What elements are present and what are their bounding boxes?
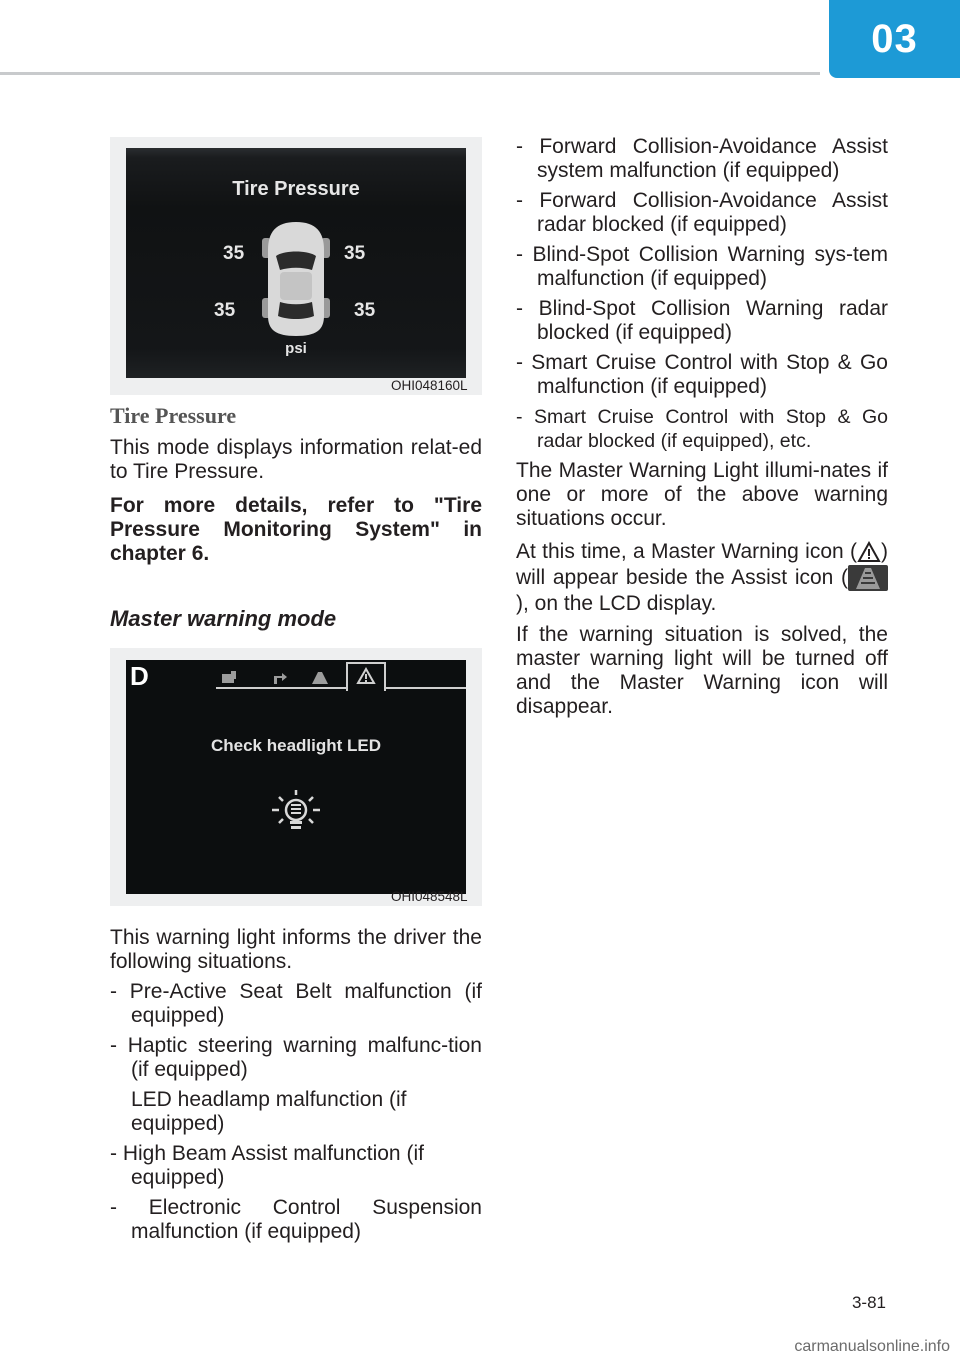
right-column bbox=[516, 135, 888, 719]
icon-text-part-a: At this time, a Master Warning icon ( bbox=[516, 540, 857, 563]
master-warning-icon-text bbox=[516, 539, 888, 617]
figure-code-2: OHI048548L bbox=[391, 889, 468, 904]
master-warning-light-text: The Master Warning Light illumi-nates if one or more of the above warning situations occur. bbox=[516, 459, 888, 530]
car-top-view-icon bbox=[260, 220, 332, 338]
list-item: - Smart Cruise Control with Stop & Go radar blocked (if equipped), etc. bbox=[516, 406, 888, 452]
tire-rear-right: 35 bbox=[354, 300, 376, 321]
left-column bbox=[110, 404, 482, 631]
icon-text-part-b: ) will appear beside the Assist icon ( bbox=[516, 540, 888, 589]
left-column-lower bbox=[110, 926, 482, 1244]
figure-code-1: OHI048160L bbox=[391, 378, 468, 393]
list-item: LED headlamp malfunction (if equipped) bbox=[131, 1088, 407, 1135]
warning-tab bbox=[346, 662, 386, 691]
headlight-warning-icon bbox=[270, 788, 322, 836]
master-warning-intro: This warning light informs the driver the following situations. bbox=[110, 926, 482, 973]
tire-pressure-reference: For more details, refer to "Tire Pressure Monitoring System" in chapter 6. bbox=[110, 494, 482, 565]
icon-text-part-c: ), on the LCD display. bbox=[516, 592, 717, 616]
assist-tab-icons bbox=[222, 668, 362, 688]
header-rule bbox=[0, 72, 820, 75]
list-item: - Pre-Active Seat Belt malfunction (if equipped) bbox=[110, 980, 482, 1027]
assist-icon bbox=[848, 565, 888, 591]
list-item: - Blind-Spot Collision Warning sys-tem malfunction (if equipped) bbox=[516, 243, 888, 290]
tire-rear-left: 35 bbox=[214, 300, 236, 321]
warning-solved-text: If the warning situation is solved, the master warning light will be turned off and the Master Warning icon will disappear. bbox=[516, 623, 888, 719]
list-item: - Blind-Spot Collision Warning radar blocked (if equipped) bbox=[516, 297, 888, 344]
figure-tire-pressure bbox=[110, 137, 482, 395]
warning-triangle-icon bbox=[857, 541, 881, 563]
master-warning-heading: Master warning mode bbox=[110, 606, 337, 631]
cluster-screen-tire bbox=[126, 148, 466, 378]
chapter-tab: 03 bbox=[829, 0, 960, 78]
tire-front-right: 35 bbox=[344, 243, 366, 264]
figure-master-warning bbox=[110, 648, 482, 906]
pressure-unit: psi bbox=[285, 340, 307, 357]
warning-message: Check headlight LED bbox=[210, 736, 382, 755]
list-item: - Smart Cruise Control with Stop & Go malfunction (if equipped) bbox=[516, 351, 888, 398]
watermark: carmanualsonline.info bbox=[794, 1338, 950, 1355]
tire-pressure-text: This mode displays information relat-ed to Tire Pressure. bbox=[110, 436, 482, 483]
tire-pressure-heading: Tire Pressure bbox=[110, 403, 237, 428]
cluster-screen-warning bbox=[126, 660, 466, 894]
tire-front-left: 35 bbox=[223, 243, 245, 264]
warning-tab-icon bbox=[348, 664, 384, 688]
page-number: 3-81 bbox=[851, 1293, 886, 1312]
list-item: - Electronic Control Suspension malfunction (if equipped) bbox=[110, 1196, 482, 1243]
list-item: - Haptic steering warning malfunc-tion (if equipped) bbox=[110, 1034, 482, 1081]
list-item: - Forward Collision-Avoidance Assist radar blocked (if equipped) bbox=[516, 189, 888, 236]
list-item: - High Beam Assist malfunction (if equipped) bbox=[110, 1142, 424, 1189]
list-item: - Forward Collision-Avoidance Assist system malfunction (if equipped) bbox=[516, 135, 888, 182]
screen-title: Tire Pressure bbox=[232, 178, 360, 200]
gear-indicator: D bbox=[130, 661, 149, 691]
